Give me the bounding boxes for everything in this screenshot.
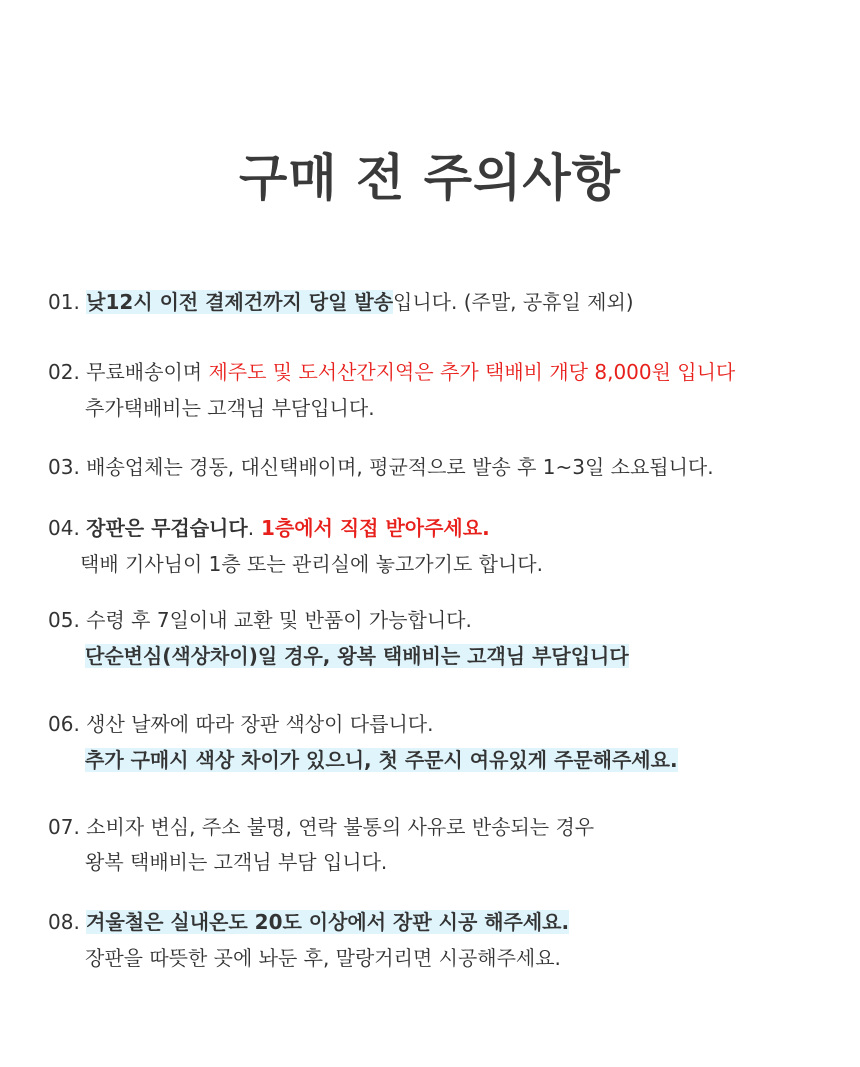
item-number: 06. — [48, 712, 80, 736]
period: . — [247, 516, 255, 540]
notice-item-06-line2-wrap — [85, 744, 678, 773]
item-text: 수령 후 7일이내 교환 및 반품이 가능합니다. — [86, 608, 472, 632]
item-text: 무료배송이며 — [86, 360, 209, 384]
notice-item-02 — [48, 356, 735, 385]
highlight-text: 추가 구매시 색상 차이가 있으니, 첫 주문시 여유있게 주문해주세요. — [85, 748, 678, 772]
item-number: 05. — [48, 608, 80, 632]
item-text: 생산 날짜에 따라 장판 색상이 다릅니다. — [86, 712, 434, 736]
item-number: 02. — [48, 360, 80, 384]
notice-item-03 — [48, 451, 714, 480]
notice-item-07 — [48, 811, 594, 840]
notice-item-05-line2-wrap — [85, 640, 629, 669]
item-number: 01. — [48, 290, 80, 314]
red-warning-text: 제주도 및 도서산간지역은 추가 택배비 개당 8,000원 입니다 — [208, 360, 736, 384]
red-warning-text: 1층에서 직접 받아주세요. — [254, 516, 490, 540]
item-text: 소비자 변심, 주소 불명, 연락 불통의 사유로 반송되는 경우 — [86, 815, 595, 839]
highlight-text: 겨울철은 실내온도 20도 이상에서 장판 시공 해주세요. — [86, 910, 570, 934]
notice-item-05 — [48, 604, 472, 633]
notice-item-01 — [48, 286, 634, 315]
highlight-text: 단순변심(색상차이)일 경우, 왕복 택배비는 고객님 부담입니다 — [85, 644, 629, 668]
item-number: 07. — [48, 815, 80, 839]
item-text: 배송업체는 경동, 대신택배이며, 평균적으로 발송 후 1~3일 소요됩니다. — [86, 455, 714, 479]
notice-item-04 — [48, 512, 490, 541]
notice-item-06 — [48, 708, 433, 737]
notice-item-08 — [48, 906, 569, 935]
notice-item-07-line2: 왕복 택배비는 고객님 부담 입니다. — [85, 850, 388, 874]
bold-text: 장판은 무겁습니다 — [86, 516, 248, 540]
notice-item-02-line2: 추가택배비는 고객님 부담입니다. — [85, 396, 375, 420]
notice-item-04-line2: 택배 기사님이 1층 또는 관리실에 놓고가기도 합니다. — [80, 552, 543, 576]
page-title: 구매 전 주의사항 — [239, 149, 621, 207]
item-number: 04. — [48, 516, 80, 540]
highlight-text: 낮12시 이전 결제건까지 당일 발송 — [86, 290, 394, 314]
item-number: 03. — [48, 455, 80, 479]
item-text: 입니다. (주말, 공휴일 제외) — [393, 290, 634, 314]
notice-item-08-line2: 장판을 따뜻한 곳에 놔둔 후, 말랑거리면 시공해주세요. — [85, 946, 561, 970]
item-number: 08. — [48, 910, 80, 934]
